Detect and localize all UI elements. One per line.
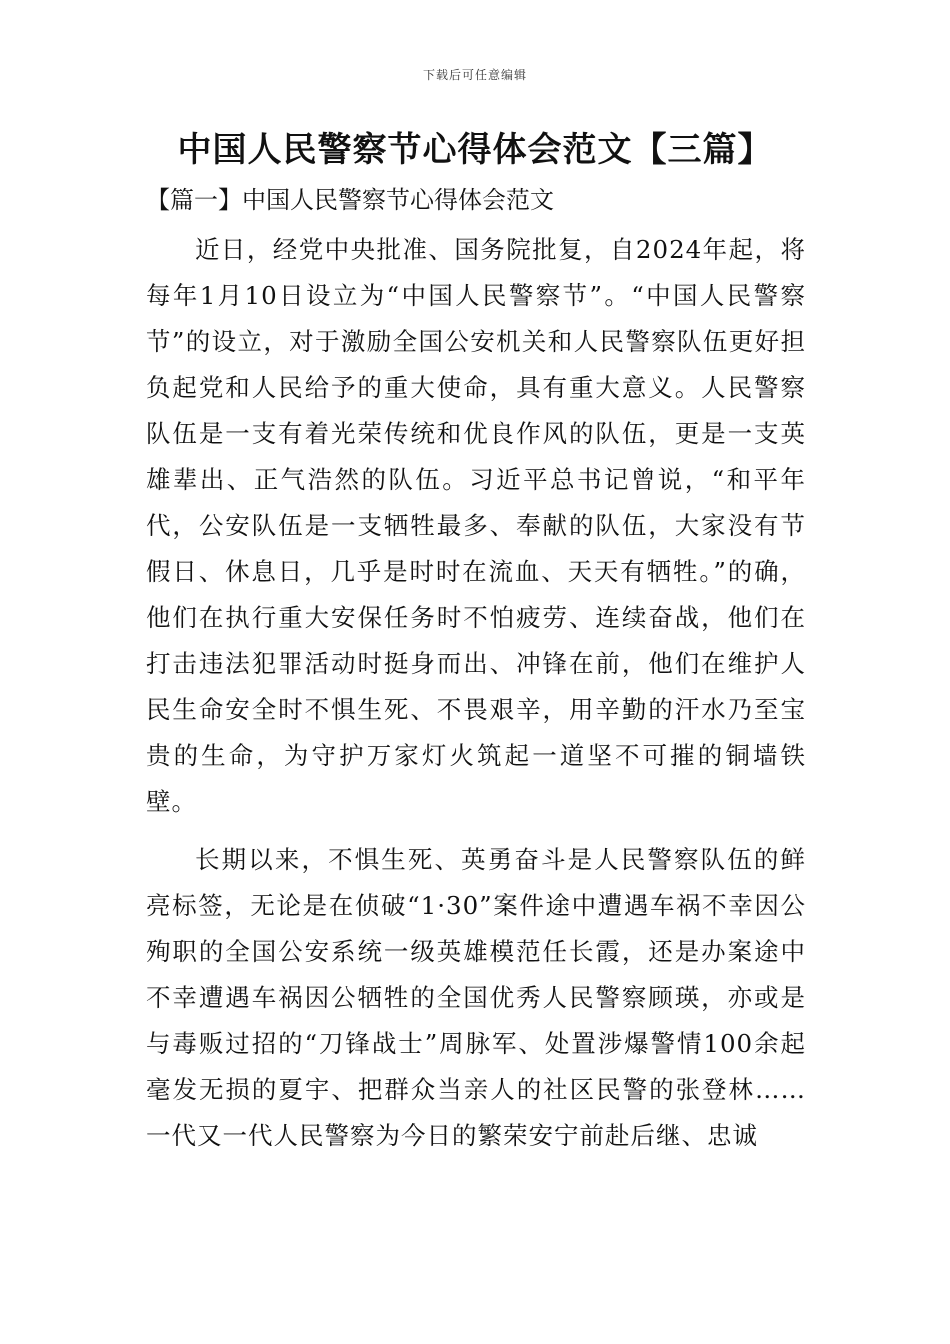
body-paragraph: 近日，经党中央批准、国务院批复，自2024年起，将每年1月10日设立为“中国人民警察节”。“中国人民警察节”的设立，对于激励全国公安机关和人民警察队伍更好担负起党和人民给予的重大使命，具有重大意义。人民警察队伍是一支有着光荣传统和优良作风的队伍，更是一支英雄辈出、正气浩然的队伍。习近平总书记曾说，“和平年代，公安队伍是一支牺牲最多、奉献的队伍，大家没有节假日、休息日，几乎是时时在流血、天天有牺牲。”的确，他们在执行重大安保任务时不怕疲劳、连续奋战，他们在打击违法犯罪活动时挺身而出、冲锋在前，他们在维护人民生命安全时不惧生死、不畏艰辛，用辛勤的汗水乃至宝贵的生命，为守护万家灯火筑起一道坚不可摧的铜墙铁壁。 bbox=[146, 235, 806, 816]
document-body bbox=[146, 227, 806, 1159]
section-heading: 【篇一】中国人民警察节心得体会范文 bbox=[146, 186, 554, 214]
document-title: 中国人民警察节心得体会范文【三篇】 bbox=[177, 130, 773, 170]
page-header-note: 下载后可任意编辑 bbox=[422, 68, 527, 82]
body-paragraph: 长期以来，不惧生死、英勇奋斗是人民警察队伍的鲜亮标签，无论是在侦破“1·30”案件途中遭遇车祸不幸因公殉职的全国公安系统一级英雄模范任长霞，还是办案途中不幸遭遇车祸因公牺牲的全国优秀人民警察顾瑛，亦或是与毒贩过招的“刀锋战士”周脉军、处置涉爆警情100余起毫发无损的夏宇、把群众当亲人的社区民警的张登林……一代又一代人民警察为今日的繁荣安宁前赴后继、忠诚 bbox=[146, 845, 806, 1150]
